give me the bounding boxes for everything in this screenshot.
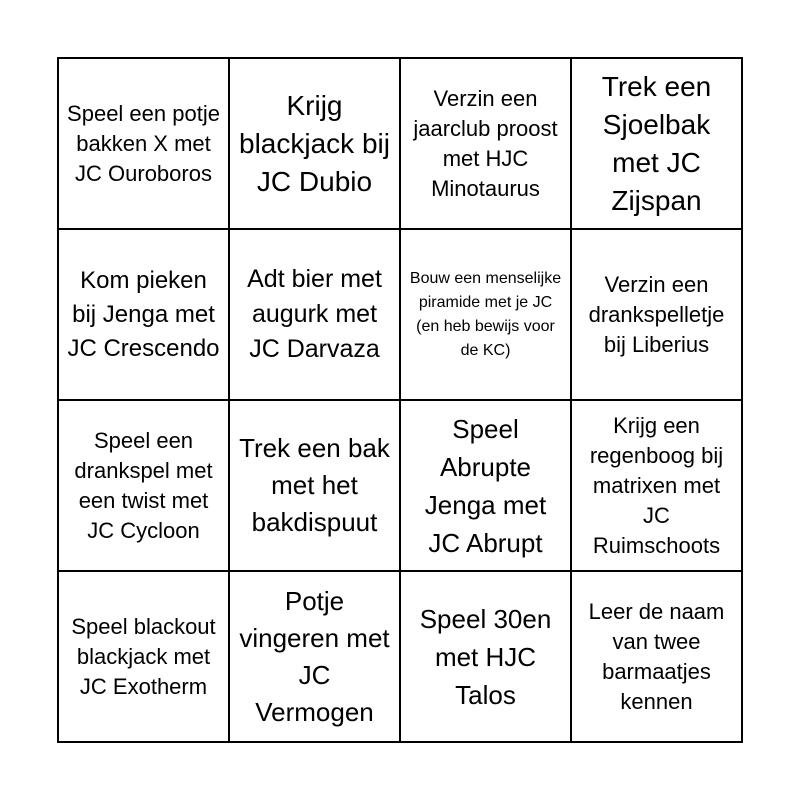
bingo-cell[interactable]: [401, 59, 572, 230]
bingo-cell[interactable]: [572, 230, 743, 401]
bingo-cell[interactable]: [59, 59, 230, 230]
bingo-cell[interactable]: [401, 230, 572, 401]
bingo-cell[interactable]: [230, 230, 401, 401]
bingo-cell[interactable]: [59, 572, 230, 743]
cell-text: Leer de naam van twee barmaatjes kennen: [588, 598, 725, 714]
bingo-cell[interactable]: [401, 401, 572, 572]
cell-text: Speel 30en met HJC Talos: [419, 603, 552, 710]
cell-text: Bouw een menselijke piramide met je JC (en heb bewijs voor de KC): [409, 269, 562, 359]
bingo-cell[interactable]: [401, 572, 572, 743]
cell-text: Trek een Sjoelbak met JC Zijspan: [601, 70, 712, 216]
cell-text: Speel blackout blackjack met JC Exotherm: [71, 613, 216, 699]
bingo-cell[interactable]: [572, 401, 743, 572]
cell-text: Krijg een regenboog bij matrixen met JC Ruimschoots: [589, 412, 724, 558]
bingo-cell[interactable]: [59, 401, 230, 572]
cell-text: Potje vingeren met JC Vermogen: [239, 585, 390, 727]
cell-text: Verzin een drankspelletje bij Liberius: [588, 271, 725, 357]
cell-text: Speel een drankspel met een twist met JC Cycloon: [74, 427, 213, 543]
cell-text: Speel een potje bakken X met JC Ouroboros: [67, 100, 220, 186]
bingo-cell[interactable]: [230, 401, 401, 572]
cell-text: Adt bier met augurk met JC Darvaza: [247, 265, 382, 363]
cell-text: Krijg blackjack bij JC Dubio: [239, 89, 390, 197]
cell-text: Verzin een jaarclub proost met HJC Minotaurus: [413, 85, 558, 201]
cell-text: Speel Abrupte Jenga met JC Abrupt: [424, 413, 547, 558]
bingo-cell[interactable]: [230, 572, 401, 743]
bingo-board: [57, 57, 743, 743]
bingo-cell[interactable]: [572, 572, 743, 743]
bingo-cell[interactable]: [59, 230, 230, 401]
bingo-cell[interactable]: [572, 59, 743, 230]
cell-text: Trek een bak met het bakdispuut: [239, 433, 390, 537]
bingo-cell[interactable]: [230, 59, 401, 230]
cell-text: Kom pieken bij Jenga met JC Crescendo: [67, 266, 220, 362]
